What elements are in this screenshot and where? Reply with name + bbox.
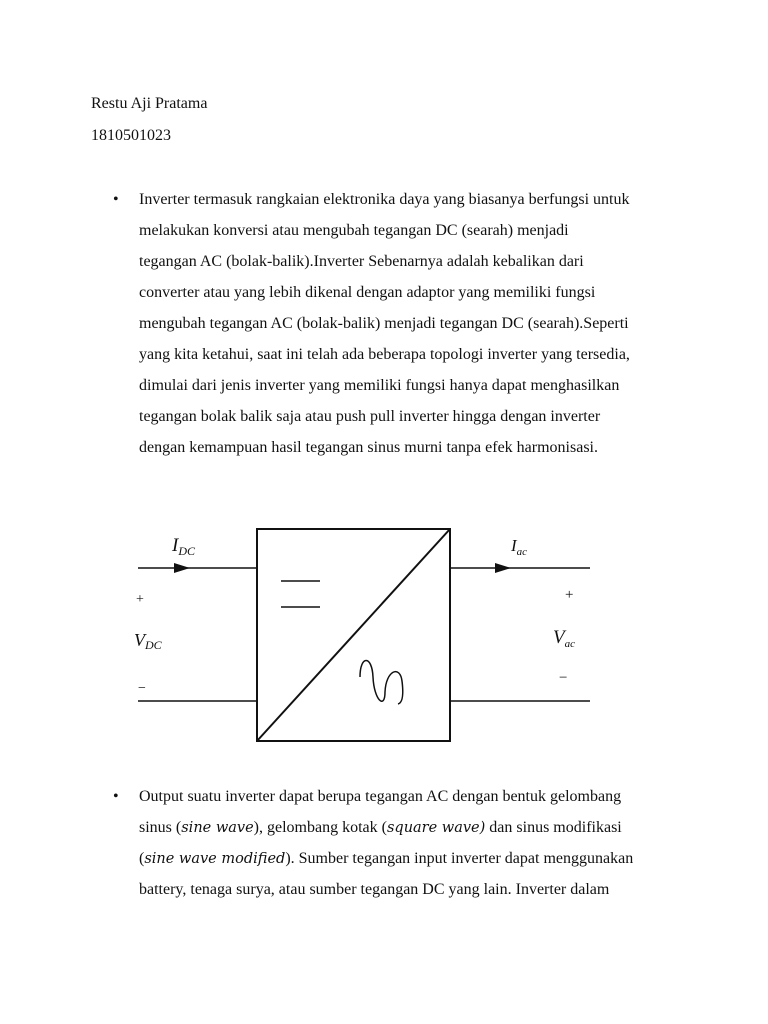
label-v-ac: $V_{ac}$ xyxy=(553,627,575,650)
italic-term: sine wave xyxy=(181,820,254,836)
text-line: mengubah tegangan AC (bolak-balik) menjadi tegangan DC (searah).Seperti xyxy=(139,315,629,332)
sine-wave-icon xyxy=(360,661,403,705)
input-current-arrow-icon xyxy=(174,563,190,573)
text-fragment: ), gelombang kotak ( xyxy=(253,819,387,836)
plus-left-label: + xyxy=(136,592,144,607)
text-line: battery, tenaga surya, atau sumber tegangan DC yang lain. Inverter dalam xyxy=(139,881,610,898)
minus-right-label: − xyxy=(559,670,568,686)
text-line xyxy=(139,812,699,843)
bullet-icon: • xyxy=(113,788,119,805)
paragraph-inverter-definition xyxy=(139,184,699,463)
text-line xyxy=(139,843,699,874)
text-fragment: ( xyxy=(139,850,145,867)
inverter-diagram-svg xyxy=(0,505,768,760)
label-i-dc: $I_{DC}$ xyxy=(172,535,195,558)
inverter-block-diagram xyxy=(0,505,768,760)
label-i-ac: $I_{ac}$ xyxy=(511,536,528,558)
plus-right-label: + xyxy=(565,587,574,603)
paragraph-inverter-output xyxy=(139,781,699,905)
output-current-arrow-icon xyxy=(495,563,511,573)
minus-left-label: − xyxy=(138,681,146,696)
text-line: Inverter termasuk rangkaian elektronika daya yang biasanya berfungsi untuk xyxy=(139,191,630,208)
text-fragment: dan sinus modifikasi xyxy=(485,819,622,836)
text-fragment: sinus ( xyxy=(139,819,182,836)
text-line: dengan kemampuan hasil tegangan sinus murni tanpa efek harmonisasi. xyxy=(139,439,598,456)
text-line: melakukan konversi atau mengubah tegangan DC (searah) menjadi xyxy=(139,222,569,239)
text-line: tegangan AC (bolak-balik).Inverter Sebenarnya adalah kebalikan dari xyxy=(139,253,584,270)
italic-term: square wave) xyxy=(386,820,486,836)
text-line: Output suatu inverter dapat berupa tegangan AC dengan bentuk gelombang xyxy=(139,788,622,805)
inverter-diagonal xyxy=(257,529,450,741)
text-line: converter atau yang lebih dikenal dengan adaptor yang memiliki fungsi xyxy=(139,284,596,301)
text-line: yang kita ketahui, saat ini telah ada beberapa topologi inverter yang tersedia, xyxy=(139,346,630,363)
bullet-icon: • xyxy=(113,191,119,208)
text-fragment: ). Sumber tegangan input inverter dapat menggunakan xyxy=(285,850,634,867)
text-line: tegangan bolak balik saja atau push pull inverter hingga dengan inverter xyxy=(139,408,601,425)
label-v-dc: VDC xyxy=(134,630,162,652)
author-name: Restu Aji Pratama xyxy=(91,95,208,112)
text-line: dimulai dari jenis inverter yang memiliki fungsi hanya dapat menghasilkan xyxy=(139,377,620,394)
student-id: 1810501023 xyxy=(91,127,171,144)
italic-term: sine wave modified xyxy=(144,851,286,867)
